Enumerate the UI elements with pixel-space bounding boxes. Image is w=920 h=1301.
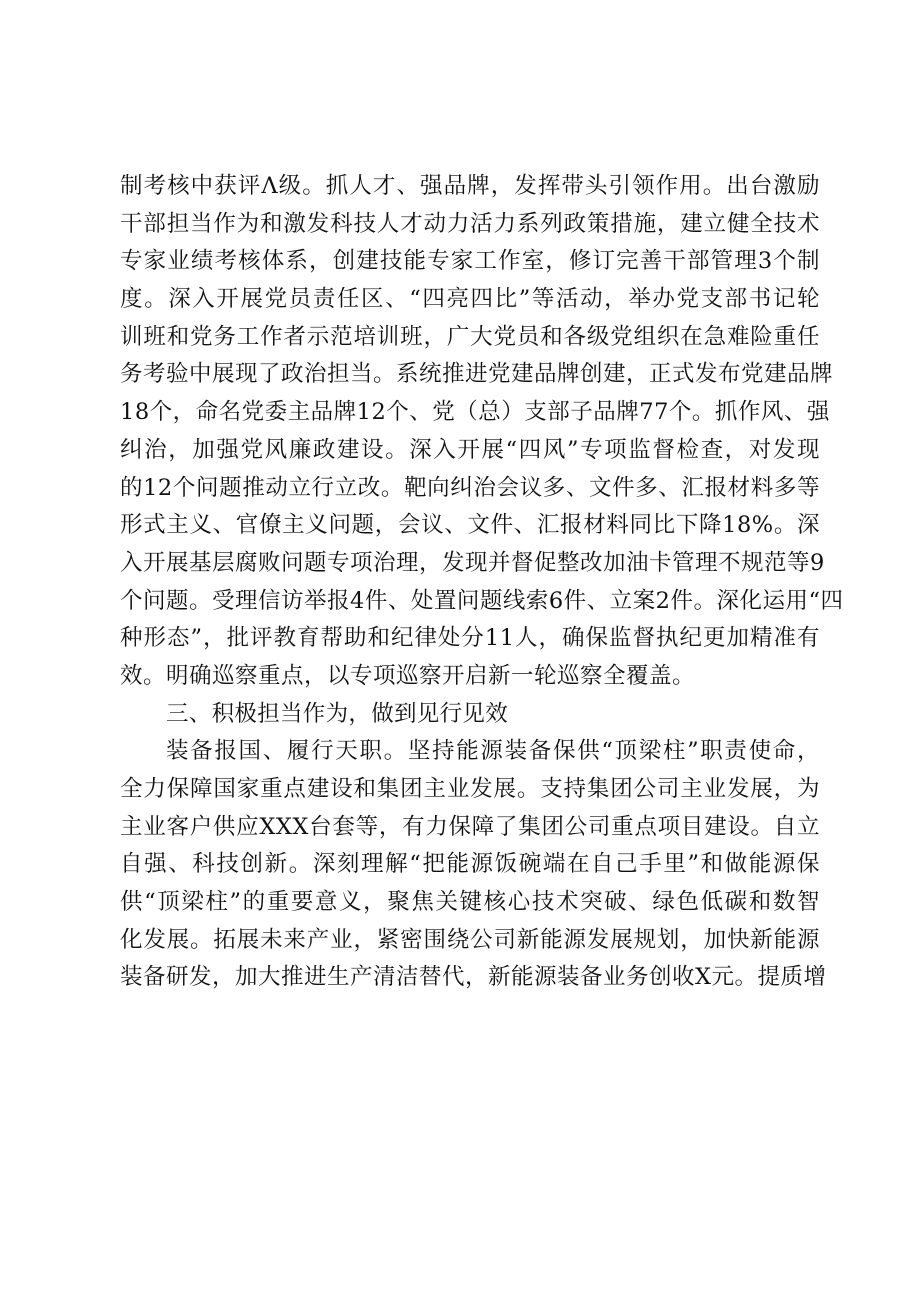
section-heading: 三、积极担当作为，做到见行见效	[166, 700, 509, 727]
text-line: 种形态”，批评教育帮助和纪律处分11人，确保监督执纪更加精准有	[120, 625, 820, 652]
text-line: 自强、科技创新。深刻理解“把能源饭碗端在自己手里”和做能源保	[120, 851, 820, 878]
text-line: 制考核中获评Λ级。抓人才、强品牌，发挥带头引领作用。出台激励	[120, 173, 820, 199]
text-line: 的12个问题推动立行立改。靶向纠治会议多、文件多、汇报材料多等	[120, 474, 820, 501]
text-line: 务考验中展现了政治担当。系统推进党建品牌创建，正式发布党建品牌	[120, 361, 834, 388]
text-line: 效。明确巡察重点，以专项巡察开启新一轮巡察全覆盖。	[120, 662, 696, 689]
text-line: 装备研发，加大推进生产清洁替代，新能源装备业务创收X元。提质增	[120, 964, 827, 991]
paragraph-party-building	[120, 168, 844, 696]
text-line: 度。深入开展党员责任区、“四亮四比”等活动，举办党支部书记轮	[120, 286, 820, 313]
text-line: 装备报国、履行天职。坚持能源装备保供“顶梁柱”职责使命，	[166, 738, 820, 765]
text-line: 专家业绩考核体系，创建技能专家工作室，修订完善干部管理3个制	[120, 248, 820, 275]
text-line: 18个，命名党委主品牌12个、党（总）支部子品牌77个。抓作风、强	[120, 399, 830, 426]
text-line: 全力保障国家重点建设和集团主业发展。支持集团公司主业发展，为	[120, 776, 820, 802]
text-line: 干部担当作为和激发科技人才动力活力系列政策措施，建立健全技术	[120, 210, 820, 237]
text-line: 主业客户供应XXX台套等，有力保障了集团公司重点项目建设。自立	[120, 813, 820, 840]
text-line: 训班和党务工作者示范培训班，广大党员和各级党组织在急难险重任	[120, 323, 820, 350]
text-line: 形式主义、官僚主义问题，会议、文件、汇报材料同比下降18%。深	[120, 512, 820, 539]
paragraph-responsibility	[120, 733, 827, 997]
text-line: 化发展。拓展未来产业，紧密围绕公司新能源发展规划，加快新能源	[120, 926, 820, 953]
text-line: 个问题。受理信访举报4件、处置问题线索6件、立案2件。深化运用“四	[120, 587, 844, 614]
text-line: 入开展基层腐败问题专项治理，发现并督促整改加油卡管理不规范等9	[120, 549, 825, 576]
document-body	[120, 168, 844, 997]
text-line: 纠治，加强党风廉政建设。深入开展“四风”专项监督检查，对发现	[120, 436, 820, 463]
text-line: 供“顶梁柱”的重要意义，聚焦关键核心技术突破、绿色低碳和数智	[120, 889, 820, 916]
